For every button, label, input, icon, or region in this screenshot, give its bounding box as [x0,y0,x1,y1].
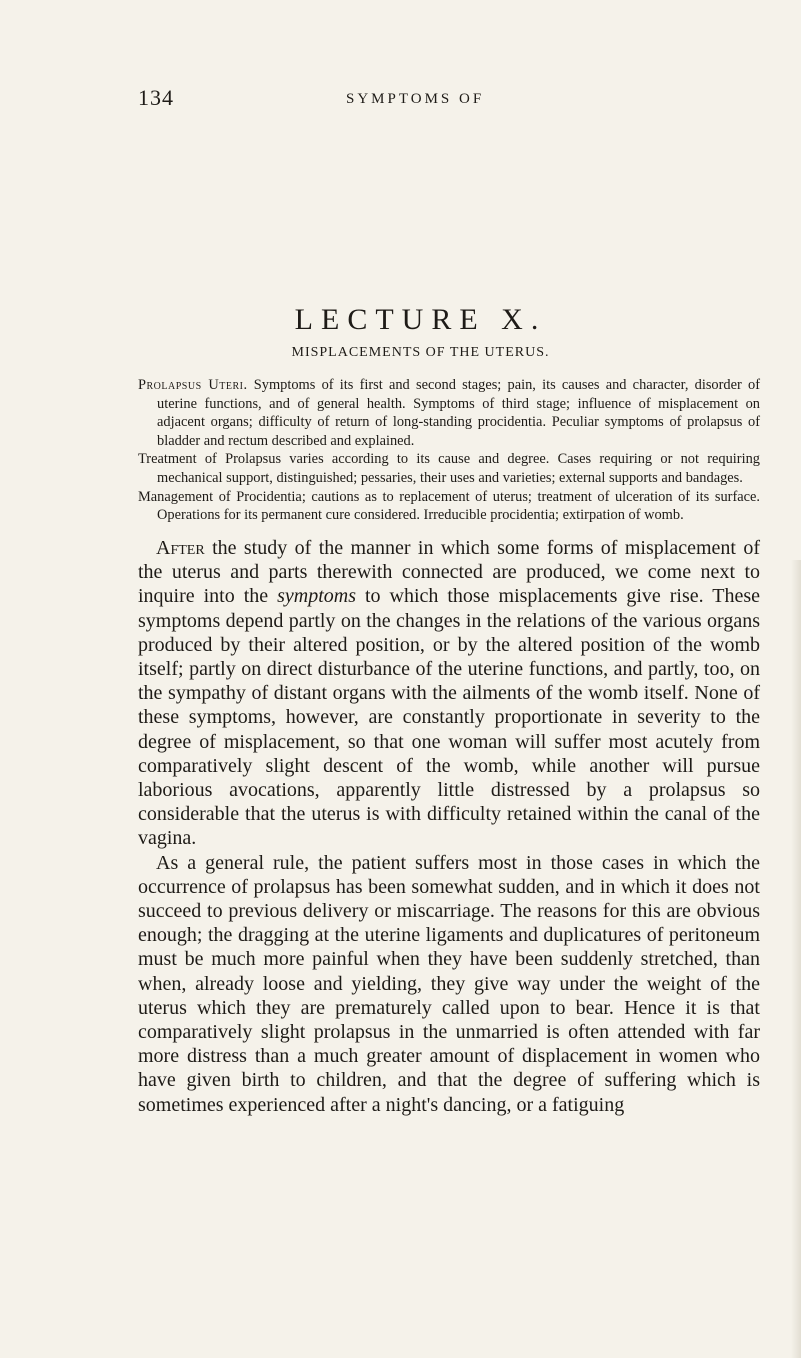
page-edge-shadow [791,560,801,1358]
body-text [138,536,760,1117]
running-title: SYMPTOMS OF [346,91,485,107]
body-text-segment: the study of the manner in which some forms of misplacement of the uterus and parts therewith connected are produced, we come next to inquire into the [138,537,760,608]
running-head [138,85,758,115]
summary-paragraph [138,376,760,450]
page-number: 134 [138,85,174,110]
body-paragraph: As a general rule, the patient suffers most in those cases in which the occurrence of prolapsus has been somewhat sudden, and in which it does not succeed to previous delivery or miscarriage. The reasons for this are obvious enough; the dragging at the uterine ligaments and duplicatures of peritoneum must be much more painful when they have been suddenly stretched, than when, already loose and yielding, they give way under the weight of the uterus which they are prematurely called upon to bear. Hence it is that comparatively slight prolapsus in the unmarried is often attended with far more distress than a much greater amount of displacement in women who have given birth to children, and that the degree of suffering which is sometimes experienced after a night's dancing, or a fatiguing [138,851,760,1116]
lecture-summary [138,376,760,525]
lecture-title: LECTURE X. [294,303,547,336]
summary-paragraph: Treatment of Prolapsus varies according to its cause and degree. Cases requiring or not requiring mechanical support, distinguished; pessaries, their uses and varieties; external supports and bandages. [138,451,760,486]
emphasis: symptoms [277,585,356,608]
paragraph-lead: After [156,537,205,559]
summary-text: Symptoms of its first and second stages; pain, its causes and character, disorder of uterine functions, and of general health. Symptoms of third stage; influence of misplacement on adjacent organs; difficulty of return of long-standing procidentia. Peculiar symptoms of prolapsus of bladder and rectum described and explained. [157,377,760,449]
summary-lead: Prolapsus Uteri. [138,377,248,393]
body-text-segment: to which those misplacements give rise. These symptoms depend partly on the changes in the relations of the various organs produced by their altered position, or by the altered position of the womb itself; partly on direct disturbance of the uterine functions, and partly, too, on the sympathy of distant organs with the ailments of the womb itself. None of these symptoms, however, are constantly proportionate in severity to the degree of misplacement, so that one woman will suffer most acutely from comparatively slight descent of the womb, while another will pursue laborious avocations, apparently little distressed by a prolapsus so considerable that the uterus is with difficulty retained within the canal of the vagina. [138,585,760,850]
summary-paragraph: Management of Procidentia; cautions as to replacement of uterus; treatment of ulceration of its surface. Operations for its permanent cure considered. Irreducible procidentia; extirpation of womb. [138,488,760,524]
body-paragraph [138,536,760,851]
lecture-subtitle: MISPLACEMENTS OF THE UTERUS. [291,345,550,360]
